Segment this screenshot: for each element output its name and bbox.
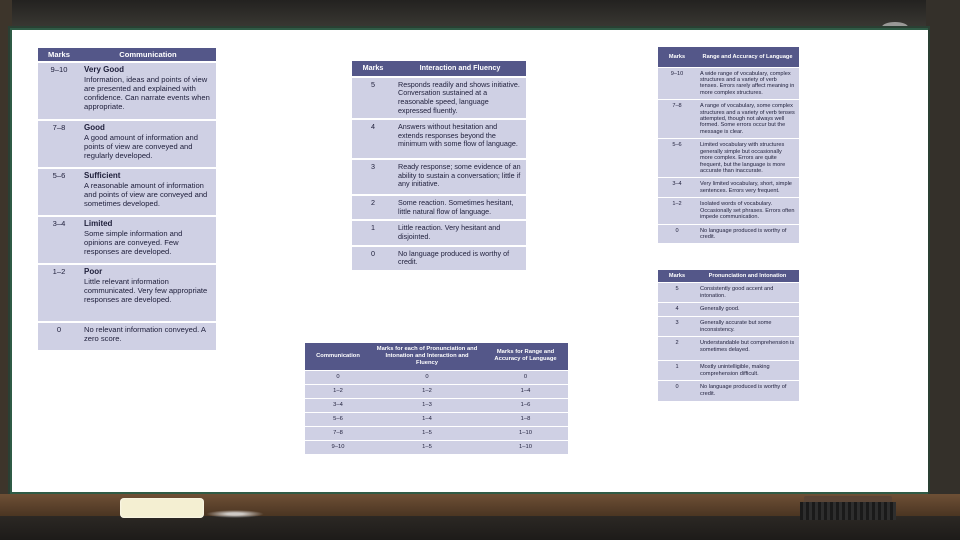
table-row (658, 139, 799, 178)
table-cell: 5–6 (305, 412, 371, 426)
level-label: Good (84, 123, 105, 133)
table-row (352, 119, 526, 159)
descriptor-text: Mostly unintelligible, making comprehension difficult. (696, 361, 799, 381)
descriptor-text: Little relevant information communicated. Very few appropriate responses are developed. (84, 276, 208, 304)
table-row (305, 370, 568, 384)
range-accuracy-table (658, 47, 799, 243)
mark-conversion-table (305, 343, 568, 454)
table-cell: 1–3 (371, 398, 483, 412)
chalk-dust (206, 510, 264, 518)
table-row (305, 398, 568, 412)
column-header-range-accuracy: Marks for Range and Accuracy of Language (483, 343, 568, 370)
table-row (38, 216, 216, 264)
table-row (658, 67, 799, 100)
table-row (658, 100, 799, 139)
mark-cell: 4 (658, 303, 696, 317)
descriptor-cell (80, 120, 216, 168)
mark-cell: 1–2 (38, 264, 80, 322)
table-cell: 1–5 (371, 426, 483, 440)
table-cell: 0 (483, 370, 568, 384)
table-cell: 3–4 (305, 398, 371, 412)
chalkboard-top-frame (0, 0, 960, 28)
table-cell: 1–10 (483, 440, 568, 454)
table-row (352, 159, 526, 195)
descriptor-text: No language produced is worthy of credit. (696, 224, 799, 243)
descriptor-text: No language produced is worthy of credit. (696, 381, 799, 401)
column-header-pronunciation: Pronunciation and Intonation (696, 270, 799, 283)
descriptor-text: Consistently good accent and intonation. (696, 283, 799, 303)
mark-cell: 4 (352, 119, 394, 159)
descriptor-text: No relevant information conveyed. A zero score. (84, 325, 206, 344)
level-label: Very Good (84, 65, 125, 75)
descriptor-text: Generally accurate but some inconsistency. (696, 317, 799, 337)
table-row (352, 220, 526, 245)
mark-cell: 0 (658, 381, 696, 401)
mark-cell: 9–10 (38, 62, 80, 120)
level-label: Poor (84, 267, 103, 277)
descriptor-cell (80, 264, 216, 322)
column-header-communication: Communication (80, 48, 216, 62)
table-row (38, 62, 216, 120)
mark-cell: 7–8 (658, 100, 696, 139)
descriptor-text: Some reaction. Sometimes hesitant, little natural flow of language. (394, 195, 526, 220)
descriptor-text: A good amount of information and points of view are conveyed and regularly developed. (84, 132, 198, 160)
descriptor-text: Information, ideas and points of view are presented and explained with confidence. Can narrate events when appropriate. (84, 74, 210, 112)
descriptor-text: Isolated words of vocabulary. Occasionally set phrases. Errors often impede communication. (696, 198, 799, 224)
mark-cell: 2 (658, 337, 696, 361)
mark-cell: 5–6 (658, 139, 696, 178)
table-cell: 1–6 (483, 398, 568, 412)
mark-cell: 1 (352, 220, 394, 245)
column-header-marks: Marks (658, 270, 696, 283)
descriptor-text: A range of vocabulary, some complex structures and a variety of verb tenses attempted, though not always well formed. Some errors occur but the message is clear. (696, 100, 799, 139)
level-label: Sufficient (84, 171, 121, 181)
interaction-fluency-table (352, 61, 526, 270)
mark-cell: 3–4 (658, 178, 696, 198)
descriptor-text: No language produced is worthy of credit. (394, 246, 526, 270)
table-row (305, 412, 568, 426)
mark-cell: 7–8 (38, 120, 80, 168)
descriptor-text: Limited vocabulary with structures generally simple but occasionally more complex. Errors are quite frequent, but the language is more accurate than inaccurate. (696, 139, 799, 178)
pronunciation-intonation-table (658, 270, 799, 401)
mark-cell: 5–6 (38, 168, 80, 216)
column-header-marks: Marks (658, 47, 696, 67)
table-row (305, 440, 568, 454)
table-row (658, 283, 799, 303)
table-row (38, 120, 216, 168)
mark-cell: 9–10 (658, 67, 696, 100)
table-row (38, 168, 216, 216)
descriptor-text: A reasonable amount of information and points of view are conveyed and sometimes developed. (84, 180, 208, 208)
mark-cell: 0 (352, 246, 394, 270)
table-row (38, 322, 216, 350)
table-row (305, 384, 568, 398)
descriptor-text: A wide range of vocabulary, complex structures and a variety of verb tenses. Errors rarely affect meaning in more complex structures. (696, 67, 799, 100)
mark-cell: 0 (658, 224, 696, 243)
table-cell: 1–2 (371, 384, 483, 398)
table-row (38, 264, 216, 322)
table-row (658, 224, 799, 243)
table-row (658, 361, 799, 381)
level-label: Limited (84, 219, 113, 229)
descriptor-text: Ready response; some evidence of an ability to sustain a conversation; little if any initiative. (394, 159, 526, 195)
mark-cell: 3 (352, 159, 394, 195)
table-cell: 9–10 (305, 440, 371, 454)
table-cell: 1–10 (483, 426, 568, 440)
table-cell: 1–5 (371, 440, 483, 454)
descriptor-text: Answers without hesitation and extends responses beyond the minimum with some flow of language. (394, 119, 526, 159)
descriptor-cell (80, 168, 216, 216)
mark-cell: 1 (658, 361, 696, 381)
descriptor-text: Very limited vocabulary, short, simple sentences. Errors very frequent. (696, 178, 799, 198)
descriptor-cell (80, 62, 216, 120)
table-row (658, 337, 799, 361)
table-cell: 1–2 (305, 384, 371, 398)
table-header-row (658, 47, 799, 67)
descriptor-text: Some simple information and opinions are conveyed. Few responses are developed. (84, 228, 183, 256)
table-header-row (305, 343, 568, 370)
mark-cell: 0 (38, 322, 80, 350)
table-row (305, 426, 568, 440)
table-cell: 1–4 (483, 384, 568, 398)
table-row (352, 195, 526, 220)
column-header-marks: Marks (352, 61, 394, 77)
column-header-marks: Marks (38, 48, 80, 62)
descriptor-text: Little reaction. Very hesitant and disjointed. (394, 220, 526, 245)
descriptor-text: Generally good. (696, 303, 799, 317)
descriptor-text: Understandable but comprehension is sometimes delayed. (696, 337, 799, 361)
descriptor-cell (80, 322, 216, 350)
eraser-pad (800, 502, 896, 520)
table-row (658, 317, 799, 337)
column-header-communication: Communication (305, 343, 371, 370)
mark-cell: 5 (658, 283, 696, 303)
mark-cell: 3 (658, 317, 696, 337)
table-row (352, 246, 526, 270)
table-header-row (658, 270, 799, 283)
table-cell: 0 (371, 370, 483, 384)
table-row (352, 77, 526, 120)
column-header-range-accuracy: Range and Accuracy of Language (696, 47, 799, 67)
table-cell: 7–8 (305, 426, 371, 440)
mark-cell: 5 (352, 77, 394, 120)
mark-cell: 1–2 (658, 198, 696, 224)
mark-cell: 3–4 (38, 216, 80, 264)
chalk-stick-icon (120, 498, 204, 518)
descriptor-text: Responds readily and shows initiative. Conversation sustained at a reasonable speed, language expressed fluently. (394, 77, 526, 120)
wall-right (926, 0, 960, 540)
table-row (658, 303, 799, 317)
column-header-pronunciation-interaction: Marks for each of Pronunciation and Intonation and Interaction and Fluency (371, 343, 483, 370)
table-cell: 1–4 (371, 412, 483, 426)
table-cell: 1–8 (483, 412, 568, 426)
communication-table (38, 48, 216, 350)
descriptor-cell (80, 216, 216, 264)
table-cell: 0 (305, 370, 371, 384)
table-row (658, 381, 799, 401)
column-header-interaction: Interaction and Fluency (394, 61, 526, 77)
table-header-row (38, 48, 216, 62)
table-header-row (352, 61, 526, 77)
mark-cell: 2 (352, 195, 394, 220)
table-row (658, 178, 799, 198)
table-row (658, 198, 799, 224)
